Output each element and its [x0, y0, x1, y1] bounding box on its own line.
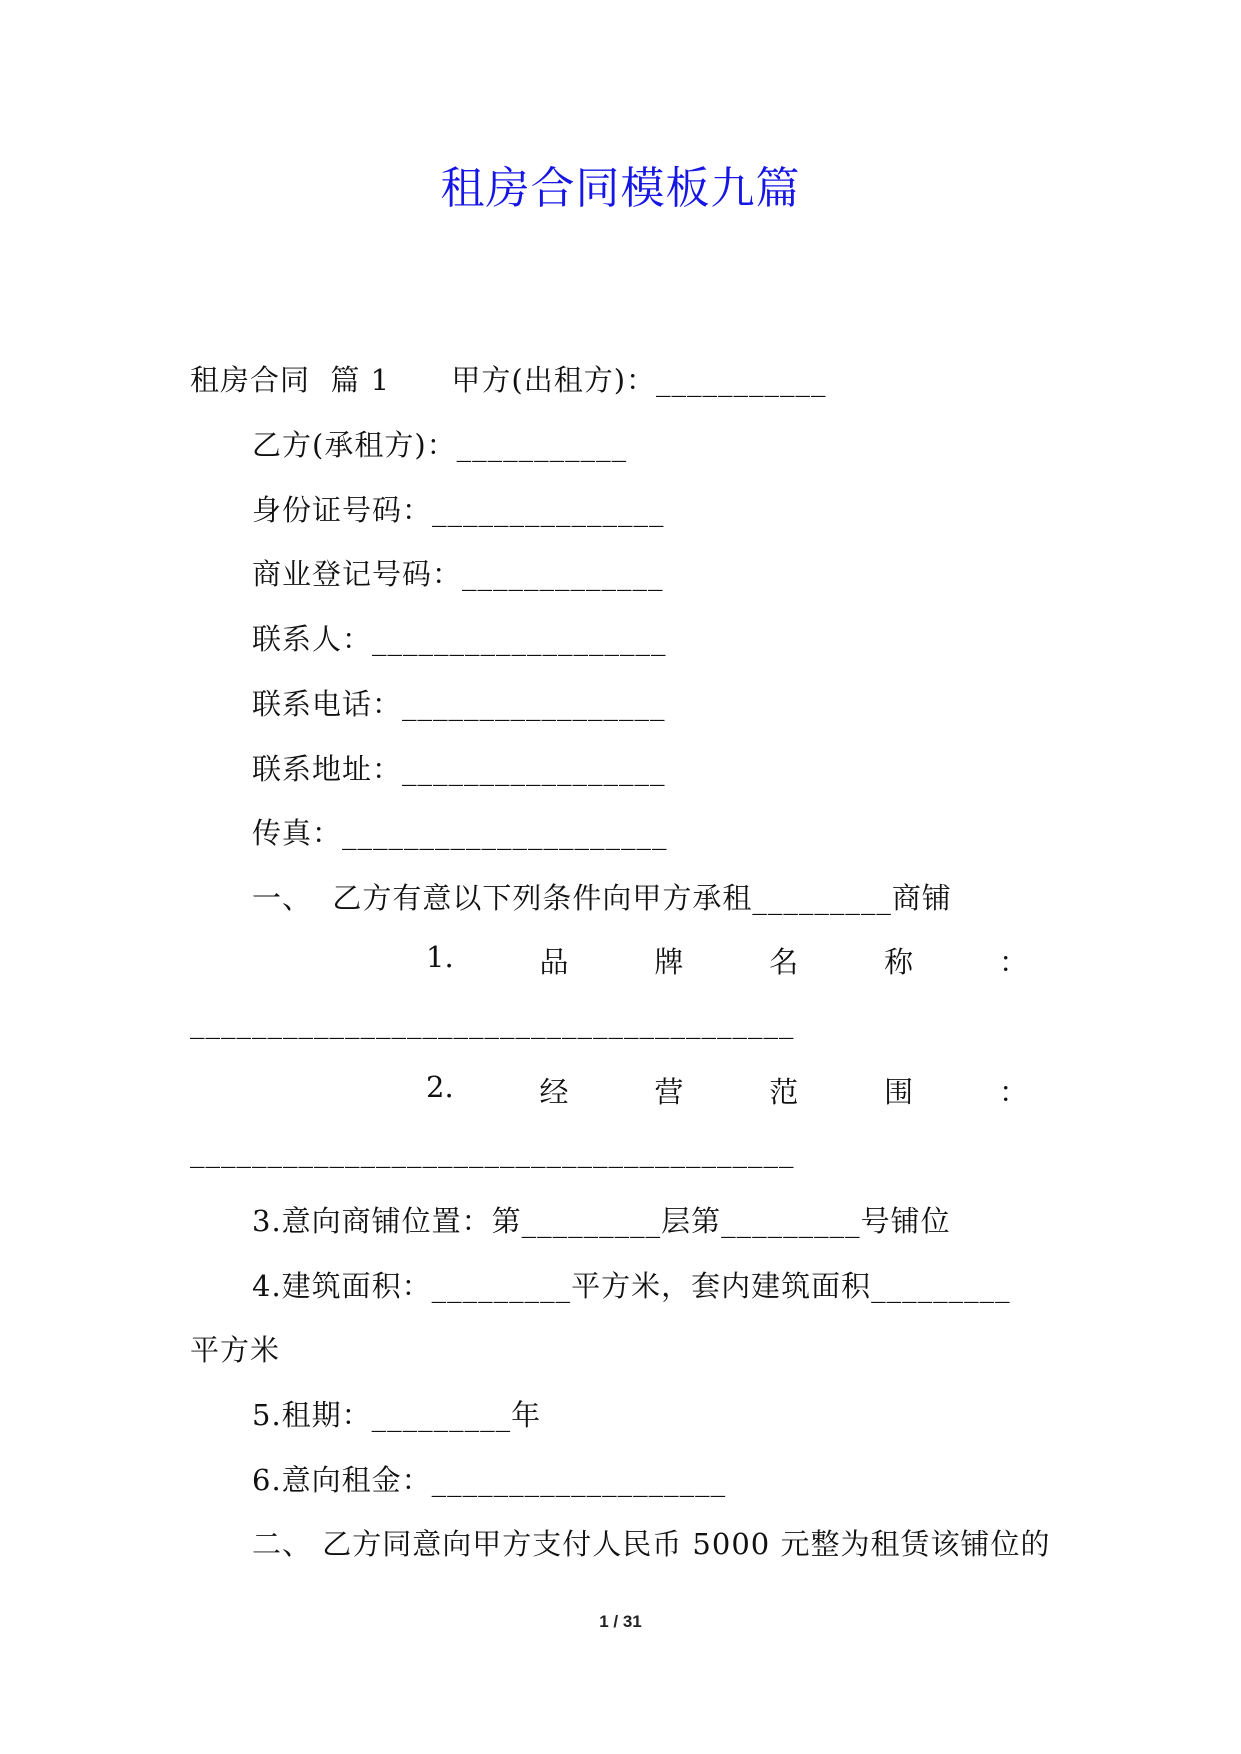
id-number-line: 身份证号码：_______________: [252, 493, 665, 527]
brand-char: 名: [769, 945, 799, 979]
scope-char: 围: [884, 1075, 914, 1109]
business-reg-line: 商业登记号码：_____________: [252, 557, 664, 591]
lease-term-line: 5.租期：_________年: [252, 1398, 542, 1432]
scope-item-number: 2.: [426, 1070, 454, 1104]
brand-char: 品: [539, 945, 569, 979]
party-b-line: 乙方(承租方)：___________: [252, 428, 628, 462]
document-title: 租房合同模板九篇: [440, 163, 801, 214]
clause-one-line: 一、 乙方有意以下列条件向甲方承租_________商铺: [252, 881, 952, 915]
brand-name-line: [190, 940, 1028, 981]
intended-rent-line: 6.意向租金：___________________: [252, 1463, 727, 1497]
scope-char: 范: [769, 1075, 799, 1109]
clause-two-line: 二、 乙方同意向甲方支付人民币 5000 元整为租赁该铺位的: [252, 1527, 1051, 1561]
business-scope-blank: _______________________________________: [190, 1134, 795, 1168]
shop-location-line: 3.意向商铺位置：第_________层第_________号铺位: [252, 1204, 951, 1238]
contact-phone-line: 联系电话：_________________: [252, 687, 666, 721]
brand-char: 牌: [654, 945, 684, 979]
brand-item-number: 1.: [426, 940, 454, 974]
contact-address-line: 联系地址：_________________: [252, 752, 666, 786]
scope-colon: ：: [998, 1075, 1028, 1109]
brand-char: 称: [884, 945, 914, 979]
brand-colon: ：: [998, 945, 1028, 979]
contact-person-line: 联系人：___________________: [252, 622, 667, 656]
scope-char: 营: [654, 1075, 684, 1109]
page-indicator: 1 / 31: [599, 1612, 642, 1631]
floor-area-line: 4.建筑面积：_________平方米，套内建筑面积_________: [252, 1269, 1011, 1303]
fax-line: 传真：_____________________: [252, 816, 668, 850]
floor-area-unit-line: 平方米: [190, 1333, 281, 1367]
business-scope-line: [190, 1070, 1028, 1111]
scope-char: 经: [539, 1075, 569, 1109]
party-a-line: 租房合同 篇 1 甲方(出租方)：___________: [190, 363, 827, 397]
brand-name-blank: _______________________________________: [190, 1005, 795, 1039]
